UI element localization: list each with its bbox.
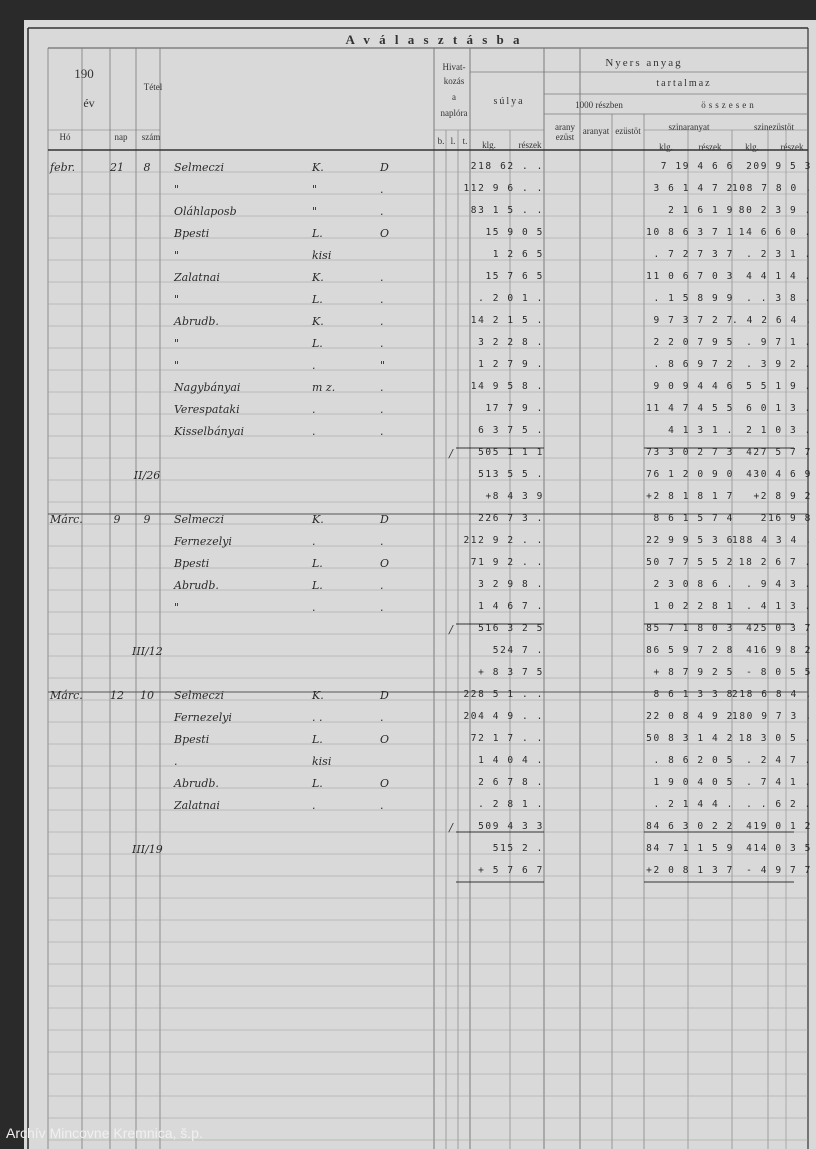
row-weight: 513 5 5 . — [478, 469, 544, 480]
row-weight: 212 9 2 . . — [463, 535, 544, 546]
row-reference-mark: / — [449, 623, 453, 636]
row-number: 9 — [143, 513, 151, 526]
archive-watermark: Archív Mincovne Kremnica, š.p. — [6, 1125, 203, 1141]
row-weight: 524 7 . — [492, 645, 544, 656]
row-silver-content: 425 0 3 7 — [746, 623, 812, 634]
row-source-name: " — [174, 249, 180, 262]
row-mark-code: . — [380, 535, 384, 548]
row-weight: 1 2 7 9 . — [478, 359, 544, 370]
row-gold-content: 2 1 6 1 9 — [668, 205, 734, 216]
row-source-name: . — [174, 755, 178, 768]
row-gold-content: 1 0 2 2 8 1 — [653, 601, 734, 612]
row-gold-content: +2 0 8 1 3 7 — [646, 865, 734, 876]
hivatkozas-line-4: naplóra — [440, 108, 468, 118]
row-weight: 226 7 3 . — [478, 513, 544, 524]
row-silver-content: 416 9 8 2 — [746, 645, 812, 656]
row-class-code: L. — [312, 227, 323, 240]
row-silver-content: 108 7 8 0 . — [732, 183, 813, 194]
kilog-header-gold: klg. — [659, 142, 673, 152]
row-mark-code: D — [380, 161, 389, 174]
row-weight: 515 2 . — [492, 843, 544, 854]
row-gold-content: 11 4 7 4 5 5 — [646, 403, 734, 414]
row-number: II/26 — [133, 469, 161, 482]
row-mark-code: O — [380, 733, 390, 746]
row-mark-code: . — [380, 711, 384, 724]
row-gold-content: 22 0 8 4 9 2 — [646, 711, 734, 722]
row-weight: 14 9 5 8 . — [470, 381, 544, 392]
b-header: b. — [437, 136, 445, 146]
row-mark-code: " — [380, 359, 386, 372]
row-class-code: K. — [312, 513, 324, 526]
row-weight: 17 7 9 . — [485, 403, 544, 414]
row-weight: 204 4 9 . . — [463, 711, 544, 722]
row-mark-code: . — [380, 337, 384, 350]
hivatkozas-line-1: Hivat- — [442, 62, 466, 72]
row-gold-content: 76 1 2 0 9 0 — [646, 469, 734, 480]
row-gold-content: 9 7 3 7 2 7 — [653, 315, 734, 326]
row-source-name: Zalatnai — [174, 799, 220, 812]
row-month: Márc. — [50, 513, 83, 526]
row-silver-content: 216 9 8 — [760, 513, 812, 524]
row-silver-content: 430 4 6 9 — [746, 469, 812, 480]
row-weight: + 8 3 7 5 — [478, 667, 544, 678]
row-source-name: " — [174, 337, 180, 350]
row-silver-content: 18 2 6 7 . — [738, 557, 812, 568]
kilog-header-silver: klg. — [745, 142, 759, 152]
row-weight: 15 7 6 5 — [485, 271, 544, 282]
row-mark-code: . — [380, 579, 384, 592]
row-gold-content: 8 6 1 5 7 4 — [653, 513, 734, 524]
row-silver-content: . 9 4 3 . — [746, 579, 812, 590]
row-class-code: . . — [312, 711, 323, 724]
row-class-code: K. — [312, 161, 324, 174]
row-class-code: . — [312, 425, 316, 438]
row-silver-content: 80 2 3 9 . — [738, 205, 812, 216]
row-silver-content: 218 6 8 4 . — [732, 689, 813, 700]
row-source-name: Selmeczi — [174, 161, 224, 174]
row-source-name: Nagybányai — [174, 381, 241, 394]
row-gold-content: 3 6 1 4 7 2 — [653, 183, 734, 194]
row-silver-content: . . 6 2 . — [746, 799, 812, 810]
row-silver-content: 188 4 3 4 . — [732, 535, 813, 546]
nyers-anyag-header: Nyers anyag — [605, 57, 683, 69]
row-silver-content: . 9 7 1 . — [746, 337, 812, 348]
day-header: nap — [114, 132, 128, 142]
row-gold-content: 1 9 0 4 0 5 — [653, 777, 734, 788]
row-reference-mark: / — [449, 447, 453, 460]
row-source-name: Bpesti — [174, 227, 210, 240]
row-weight: 3 2 9 8 . — [478, 579, 544, 590]
row-weight: 1 4 6 7 . — [478, 601, 544, 612]
year-label: év — [83, 96, 95, 110]
reszek-header-weight: részek — [518, 140, 542, 150]
row-silver-content: 414 0 3 5 — [746, 843, 812, 854]
row-silver-content: - 4 9 7 7 — [746, 865, 812, 876]
row-gold-content: . 8 6 9 7 2 — [653, 359, 734, 370]
row-gold-content: 9 0 9 4 4 6 — [653, 381, 734, 392]
osszesen-header: összesen — [701, 100, 757, 110]
tartalmaz-header: tartalmaz — [656, 78, 712, 89]
row-source-name: Verespataki — [174, 403, 240, 416]
row-weight: 228 5 1 . . — [463, 689, 544, 700]
row-mark-code: D — [380, 513, 389, 526]
row-class-code: . — [312, 601, 316, 614]
row-silver-content: . . 3 8 . — [746, 293, 812, 304]
l-header: l. — [450, 136, 456, 146]
row-gold-content: 86 5 9 7 2 8 — [646, 645, 734, 656]
row-month: Márc. — [50, 689, 83, 702]
row-mark-code: . — [380, 315, 384, 328]
row-source-name: " — [174, 601, 180, 614]
row-silver-content: - 8 0 5 5 — [746, 667, 812, 678]
row-mark-code: . — [380, 403, 384, 416]
row-weight: +8 4 3 9 — [485, 491, 544, 502]
row-silver-content: . 4 1 3 . — [746, 601, 812, 612]
row-class-code: K. — [312, 689, 324, 702]
row-mark-code: O — [380, 777, 390, 790]
row-gold-content: +2 8 1 8 1 7 — [646, 491, 734, 502]
row-mark-code: . — [380, 425, 384, 438]
row-gold-content: . 2 1 4 4 . — [653, 799, 734, 810]
row-source-name: Bpesti — [174, 733, 210, 746]
row-weight: 72 1 7 . . — [470, 733, 544, 744]
row-source-name: " — [174, 359, 180, 372]
row-weight: 1 2 6 5 — [492, 249, 544, 260]
row-source-name: Kisselbányai — [174, 425, 245, 438]
row-class-code: " — [312, 205, 318, 218]
row-gold-content: 2 2 0 7 9 5 — [653, 337, 734, 348]
arany-ezust-line-2: ezüst — [555, 132, 575, 142]
row-source-name: Abrudb. — [174, 315, 219, 328]
row-number: III/19 — [132, 843, 163, 856]
arany-ezust-line-1: arany — [555, 122, 575, 132]
row-mark-code: . — [380, 205, 384, 218]
row-source-name: Abrudb. — [174, 777, 219, 790]
row-number: 10 — [140, 689, 154, 702]
row-weight: 509 4 3 3 — [478, 821, 544, 832]
row-silver-content: +2 8 9 2 — [753, 491, 812, 502]
row-gold-content: 84 7 1 1 5 9 — [646, 843, 734, 854]
row-class-code: . — [312, 403, 316, 416]
tetel-header: Tétel — [143, 82, 163, 92]
row-weight: 2 6 7 8 . — [478, 777, 544, 788]
reszek-header-silver: részek — [780, 142, 804, 152]
row-gold-content: 85 7 1 8 0 3 — [646, 623, 734, 634]
ledger-page — [24, 20, 816, 1149]
row-class-code: kisi — [312, 755, 332, 768]
aranyat-header: aranyat — [582, 126, 610, 136]
row-silver-content: 18 3 0 5 . — [738, 733, 812, 744]
row-reference-mark: / — [449, 821, 453, 834]
szinezustot-header: szinezüstöt — [754, 122, 794, 132]
row-silver-content: 6 0 1 3 . — [746, 403, 812, 414]
row-class-code: L. — [312, 733, 323, 746]
row-source-name: " — [174, 183, 180, 196]
ezustot-header: ezüstöt — [615, 126, 641, 136]
row-gold-content: 73 3 0 2 7 3 — [646, 447, 734, 458]
row-mark-code: . — [380, 183, 384, 196]
row-mark-code: D — [380, 689, 389, 702]
row-mark-code: . — [380, 271, 384, 284]
row-silver-content: . 3 9 2 . — [746, 359, 812, 370]
row-weight: + 5 7 6 7 — [478, 865, 544, 876]
row-class-code: . — [312, 799, 316, 812]
hivatkozas-line-3: a — [452, 92, 456, 102]
row-class-code: L. — [312, 337, 323, 350]
t-header: t. — [462, 136, 468, 146]
year-prefix: 190 — [74, 66, 94, 81]
row-weight: 516 3 2 5 — [478, 623, 544, 634]
row-silver-content: . 2 3 1 . — [746, 249, 812, 260]
row-mark-code: O — [380, 557, 390, 570]
row-mark-code: . — [380, 293, 384, 306]
row-silver-content: 180 9 7 3 . — [732, 711, 813, 722]
row-silver-content: 5 5 1 9 . — [746, 381, 812, 392]
row-mark-code: . — [380, 799, 384, 812]
ezer-reszben-header: 1000 részben — [575, 100, 623, 110]
month-header: Hó — [59, 132, 71, 142]
row-class-code: " — [312, 183, 318, 196]
kilog-header-weight: klg. — [482, 140, 496, 150]
row-class-code: L. — [312, 579, 323, 592]
row-silver-content: 14 6 6 0 . — [738, 227, 812, 238]
row-weight: 6 3 7 5 . — [478, 425, 544, 436]
row-weight: 3 2 2 8 . — [478, 337, 544, 348]
row-source-name: Bpesti — [174, 557, 210, 570]
row-month: febr. — [50, 161, 76, 174]
row-gold-content: 11 0 6 7 0 3 — [646, 271, 734, 282]
number-header: szám — [141, 132, 161, 142]
row-class-code: L. — [312, 557, 323, 570]
row-gold-content: + 8 7 9 2 5 — [653, 667, 734, 678]
row-gold-content: 22 9 9 5 3 6 — [646, 535, 734, 546]
reszek-header-gold: részek — [698, 142, 722, 152]
row-weight: 71 9 2 . . — [470, 557, 544, 568]
row-silver-content: . 7 4 1 . — [746, 777, 812, 788]
row-class-code: . — [312, 359, 316, 372]
row-gold-content: 84 6 3 0 2 2 — [646, 821, 734, 832]
row-weight: . 2 0 1 . — [478, 293, 544, 304]
row-class-code: m z. — [312, 381, 336, 394]
row-gold-content: 8 6 1 3 3 8 — [653, 689, 734, 700]
row-weight: 505 1 1 1 — [478, 447, 544, 458]
row-gold-content: 50 7 7 5 5 2 — [646, 557, 734, 568]
row-class-code: K. — [312, 271, 324, 284]
row-source-name: " — [174, 293, 180, 306]
row-gold-content: 10 8 6 3 7 1 — [646, 227, 734, 238]
row-weight: 112 9 6 . . — [463, 183, 544, 194]
row-weight: 218 62 . . — [470, 161, 544, 172]
row-weight: 15 9 0 5 — [485, 227, 544, 238]
row-weight: . 2 8 1 . — [478, 799, 544, 810]
row-day: 9 — [113, 513, 121, 526]
row-mark-code: . — [380, 601, 384, 614]
row-number: III/12 — [132, 645, 163, 658]
row-source-name: Fernezelyi — [174, 535, 232, 548]
row-source-name: Selmeczi — [174, 689, 224, 702]
row-day: 12 — [110, 689, 124, 702]
row-class-code: L. — [312, 777, 323, 790]
sulya-header: súlya — [493, 96, 525, 107]
row-source-name: Fernezelyi — [174, 711, 232, 724]
row-silver-content: 4 4 1 4 . — [746, 271, 812, 282]
row-gold-content: 2 3 0 8 6 . — [653, 579, 734, 590]
row-class-code: K. — [312, 315, 324, 328]
row-source-name: Zalatnai — [174, 271, 220, 284]
row-class-code: kisi — [312, 249, 332, 262]
row-silver-content: 2 1 0 3 . — [746, 425, 812, 436]
hivatkozas-line-2: kozás — [443, 76, 465, 86]
row-gold-content: . 8 6 2 0 5 — [653, 755, 734, 766]
row-class-code: . — [312, 535, 316, 548]
row-silver-content: . 2 4 7 . — [746, 755, 812, 766]
row-weight: 83 1 5 . . — [470, 205, 544, 216]
row-day: 21 — [110, 161, 124, 174]
row-mark-code: . — [380, 381, 384, 394]
row-gold-content: . 7 2 7 3 7 — [653, 249, 734, 260]
row-number: 8 — [143, 161, 151, 174]
row-gold-content: 7 19 4 6 6 — [660, 161, 734, 172]
row-silver-content: 209 9 5 3 — [746, 161, 812, 172]
row-gold-content: 4 1 3 1 . — [668, 425, 734, 436]
szinaranyat-header: szinaranyat — [668, 122, 710, 132]
row-source-name: Selmeczi — [174, 513, 224, 526]
row-source-name: Oláhlaposb — [174, 205, 237, 218]
row-silver-content: 427 5 7 7 — [746, 447, 812, 458]
row-gold-content: 50 8 3 1 4 2 — [646, 733, 734, 744]
row-gold-content: . 1 5 8 9 9 — [653, 293, 734, 304]
row-silver-content: . 4 2 6 4 . — [732, 315, 813, 326]
row-weight: 1 4 0 4 . — [478, 755, 544, 766]
row-source-name: Abrudb. — [174, 579, 219, 592]
row-class-code: L. — [312, 293, 323, 306]
row-weight: 14 2 1 5 . — [470, 315, 544, 326]
row-silver-content: 419 0 1 2 — [746, 821, 812, 832]
ledger-title: A v á l a s z t á s b a — [345, 32, 523, 47]
row-mark-code: O — [380, 227, 390, 240]
